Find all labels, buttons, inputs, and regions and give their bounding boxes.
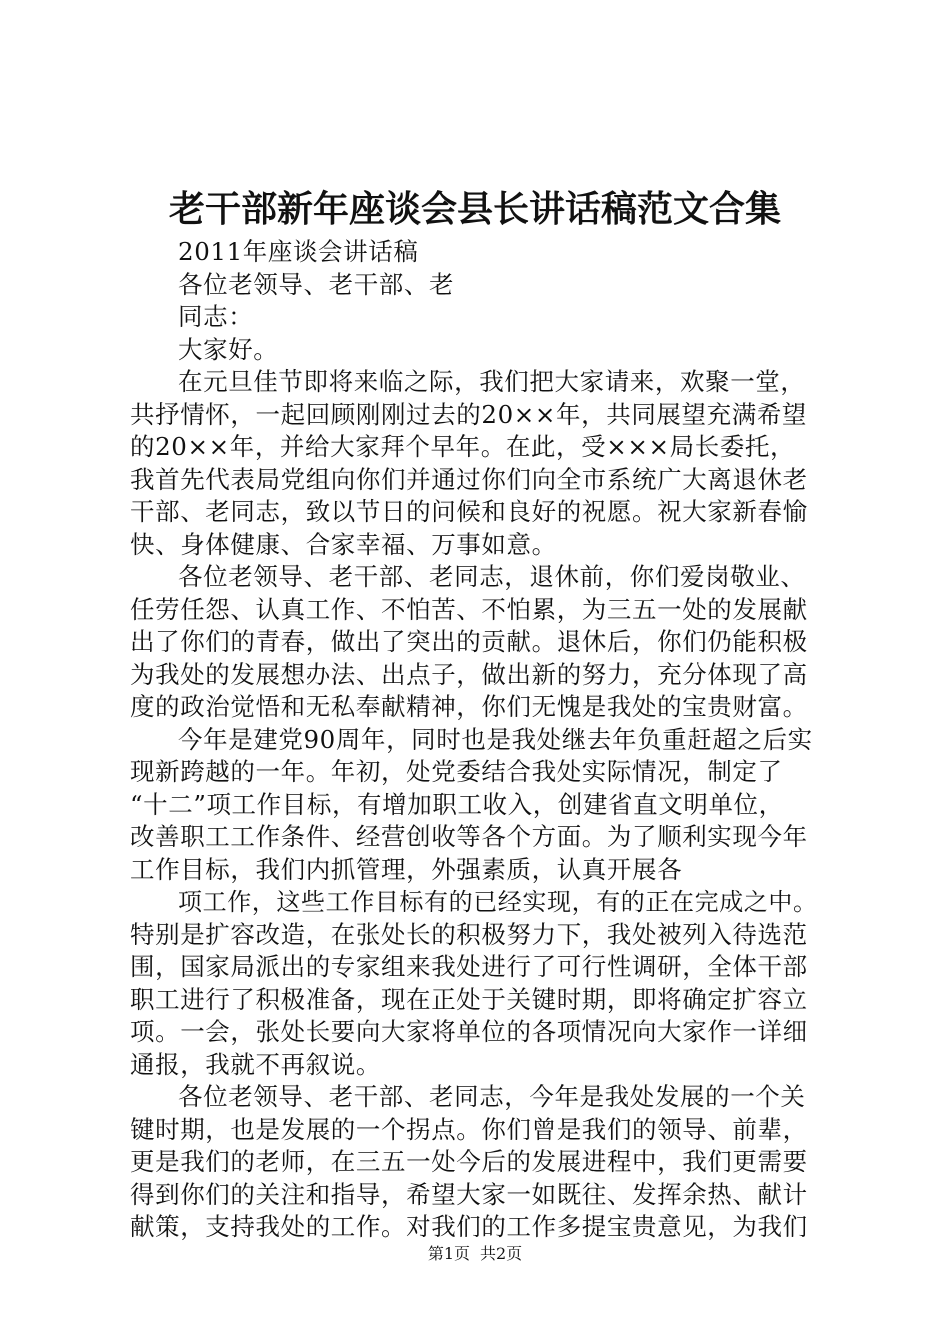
text-line: 在元旦佳节即将来临之际，我们把大家请来，欢聚一堂， [178,367,806,396]
text-line: 2011年座谈会讲话稿 [178,237,419,266]
text-line: 各位老领导、老干部、老同志，退休前，你们爱岗敬业、 [178,562,806,591]
text-line: 出了你们的青春，做出了突出的贡献。退休后，你们仍能积极 [130,627,808,656]
page-number: 第1页 [427,1244,470,1263]
text-line: 共抒情怀，一起回顾刚刚过去的20××年，共同展望充满希望 [130,399,808,429]
text-line: 大家好。 [178,334,279,364]
text-line: 项。一会，张处长要向大家将单位的各项情况向大家作一详细 [130,1017,808,1046]
text-line: 今年是建党90周年，同时也是我处继去年负重赶超之后实 [178,724,813,754]
text-line: 现新跨越的一年。年初，处党委结合我处实际情况，制定了 [130,757,783,786]
document-body [130,236,830,1244]
text-line: 各位老领导、老干部、老同志，今年是我处发展的一个关 [178,1082,806,1111]
text-line: 键时期，也是发展的一个拐点。你们曾是我们的领导、前辈， [130,1114,808,1144]
text-line: 的20××年，并给大家拜个早年。在此，受×××局长委托， [130,432,796,461]
text-line: 献策，支持我处的工作。对我们的工作多提宝贵意见，为我们 [130,1212,808,1241]
document-title: 老干部新年座谈会县长讲话稿范文合集 [168,189,781,230]
text-line: 同志： [178,302,254,331]
text-line: “十二”项工作目标，有增加职工收入，创建省直文明单位， [130,789,784,819]
text-line: 工作目标，我们内抓管理，外强素质，认真开展各 [130,854,683,884]
page-total: 共2页 [480,1244,523,1263]
text-line: 任劳任怨、认真工作、不怕苦、不怕累，为三五一处的发展献 [130,594,808,624]
text-line: 通报，我就不再叙说。 [130,1049,381,1079]
text-line: 我首先代表局党组向你们并通过你们向全市系统广大离退休老 [130,464,808,494]
text-line: 改善职工工作条件、经营创收等各个方面。为了顺利实现今年 [130,822,808,851]
text-line: 快、身体健康、合家幸福、万事如意。 [130,529,557,559]
text-line: 围，国家局派出的专家组来我处进行了可行性调研，全体干部 [130,952,808,981]
text-line: 职工进行了积极准备，现在正处于关键时期，即将确定扩容立 [130,984,808,1014]
text-line: 更是我们的老师，在三五一处今后的发展进程中，我们更需要 [130,1147,808,1176]
text-line: 度的政治觉悟和无私奉献精神，你们无愧是我处的宝贵财富。 [130,692,808,721]
page-footer [0,1244,950,1264]
text-line: 各位老领导、老干部、老 [178,269,455,299]
text-line: 干部、老同志，致以节日的问候和良好的祝愿。祝大家新春愉 [130,497,808,526]
text-line: 得到你们的关注和指导，希望大家一如既往、发挥余热、献计 [130,1179,808,1209]
text-line: 为我处的发展想办法、出点子，做出新的努力，充分体现了高 [130,659,808,689]
text-line: 特别是扩容改造，在张处长的积极努力下，我处被列入待选范 [130,919,808,949]
text-line: 项工作，这些工作目标有的已经实现，有的正在完成之中。 [178,888,818,916]
